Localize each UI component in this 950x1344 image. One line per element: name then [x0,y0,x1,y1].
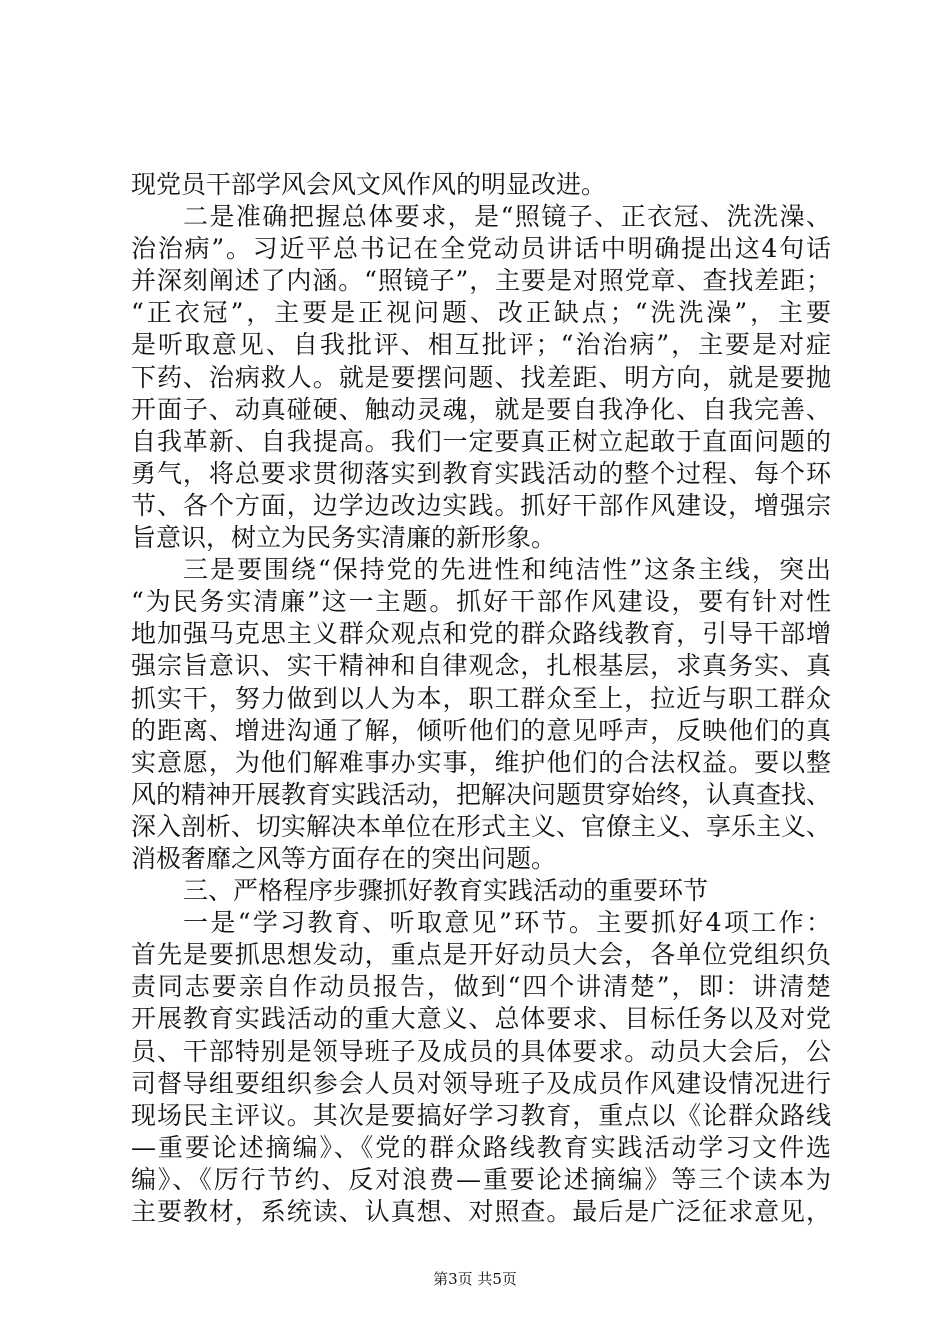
text-line: 二是准确把握总体要求，是“照镜子、正衣冠、洗洗澡、 [183,202,831,232]
text-line: 开面子、动真碰硬、触动灵魂，就是要自我净化、自我完善、 [131,394,831,424]
text-line: 三是要围绕“保持党的先进性和纯洁性”这条主线，突出 [183,555,831,585]
text-line: 三、严格程序步骤抓好教育实践活动的重要环节 [183,876,709,906]
text-line: 抓实干，努力做到以人为本，职工群众至上，拉近与职工群众 [131,683,831,713]
text-line: 治治病”。习近平总书记在全党动员讲话中明确提出这4句话 [131,234,831,264]
text-line: 自我革新、自我提高。我们一定要真正树立起敢于直面问题的 [131,426,831,456]
text-line: 首先是要抓思想发动，重点是开好动员大会，各单位党组织负 [131,940,831,970]
text-line: 一是“学习教育、听取意见”环节。主要抓好4项工作： [183,908,831,938]
text-line: —重要论述摘编》、《党的群众路线教育实践活动学习文件选 [131,1132,831,1162]
text-line: 节、各个方面，边学边改边实践。抓好干部作风建设，增强宗 [131,490,831,520]
text-line: 旨意识，树立为民务实清廉的新形象。 [131,523,557,553]
text-line: 深入剖析、切实解决本单位在形式主义、官僚主义、享乐主义、 [131,811,831,841]
text-line: 并深刻阐述了内涵。“照镜子”，主要是对照党章、查找差距； [131,266,831,296]
text-line: 强宗旨意识、实干精神和自律观念，扎根基层，求真务实、真 [131,651,831,681]
text-line: 下药、治病救人。就是要摆问题、找差距、明方向，就是要抛 [131,362,831,392]
text-line: “为民务实清廉”这一主题。抓好干部作风建设，要有针对性 [131,587,831,617]
text-line: 主要教材，系统读、认真想、对照查。最后是广泛征求意见， [131,1197,831,1226]
text-line: 消极奢靡之风等方面存在的突出问题。 [131,843,557,873]
text-line: 风的精神开展教育实践活动，把解决问题贯穿始终，认真查找、 [131,779,831,809]
text-line: 勇气，将总要求贯彻落实到教育实践活动的整个过程、每个环 [131,458,831,488]
text-line: 编》、《厉行节约、反对浪费—重要论述摘编》等三个读本为 [131,1164,831,1194]
text-line: 员、干部特别是领导班子及成员的具体要求。动员大会后，公 [131,1036,831,1066]
text-line: 司督导组要组织参会人员对领导班子及成员作风建设情况进行 [131,1068,831,1098]
text-line: 开展教育实践活动的重大意义、总体要求、目标任务以及对党 [131,1004,831,1034]
document-body [131,169,831,1228]
text-line: 地加强马克思主义群众观点和党的群众路线教育，引导干部增 [131,619,831,649]
page-footer: 第3页 共5页 [433,1270,517,1288]
text-line: 现党员干部学风会风文风作风的明显改进。 [131,170,607,199]
text-line: “正衣冠”，主要是正视问题、改正缺点；“洗洗澡”，主要 [131,298,831,328]
text-line: 实意愿，为他们解难事办实事，维护他们的合法权益。要以整 [131,747,831,777]
text-line: 现场民主评议。其次是要搞好学习教育，重点以《论群众路线 [131,1100,831,1130]
text-line: 的距离、增进沟通了解，倾听他们的意见呼声，反映他们的真 [131,715,831,745]
text-line: 是听取意见、自我批评、相互批评；“治治病”，主要是对症 [131,330,831,360]
text-line: 责同志要亲自作动员报告，做到“四个讲清楚”，即：讲清楚 [131,972,831,1002]
